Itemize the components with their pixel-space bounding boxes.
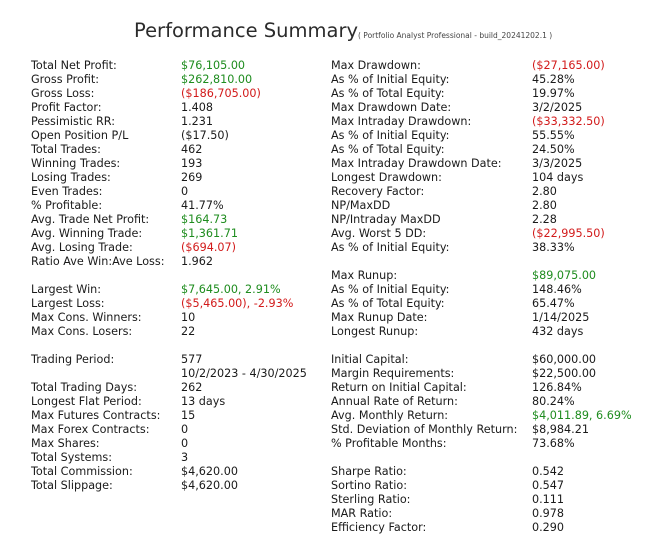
stat-label: As % of Total Equity: bbox=[331, 87, 445, 100]
stat-label: As % of Initial Equity: bbox=[331, 241, 450, 254]
stat-label: As % of Initial Equity: bbox=[331, 73, 450, 86]
stat-label: Recovery Factor: bbox=[331, 185, 425, 198]
stat-value: 462 bbox=[181, 143, 203, 156]
stat-label: Total Trades: bbox=[31, 143, 101, 156]
stat-value: 2.80 bbox=[532, 199, 557, 212]
stat-label: Sharpe Ratio: bbox=[331, 465, 407, 478]
stat-value: 24.50% bbox=[532, 143, 575, 156]
stat-label: As % of Initial Equity: bbox=[331, 129, 450, 142]
stat-label: Largest Loss: bbox=[31, 297, 105, 310]
stat-label: Max Runup: bbox=[331, 269, 398, 282]
stat-label: Sortino Ratio: bbox=[331, 479, 408, 492]
stat-label: Sterling Ratio: bbox=[331, 493, 411, 506]
stat-value: 148.46% bbox=[532, 283, 582, 296]
stat-label: Initial Capital: bbox=[331, 353, 409, 366]
stat-label: Std. Deviation of Monthly Return: bbox=[331, 423, 518, 436]
stat-label: As % of Total Equity: bbox=[331, 143, 445, 156]
stat-value: ($33,332.50) bbox=[532, 115, 605, 128]
stat-label: Avg. Monthly Return: bbox=[331, 409, 449, 422]
stat-value: 3/3/2025 bbox=[532, 157, 583, 170]
stat-value: ($186,705.00) bbox=[181, 87, 261, 100]
stat-value: 126.84% bbox=[532, 381, 582, 394]
stat-label: Avg. Trade Net Profit: bbox=[31, 213, 150, 226]
stat-value: 432 days bbox=[532, 325, 584, 338]
stat-value: 0.290 bbox=[532, 521, 565, 534]
stat-value: 19.97% bbox=[532, 87, 575, 100]
stat-value: 45.28% bbox=[532, 73, 575, 86]
stat-value: 38.33% bbox=[532, 241, 575, 254]
stat-label: % Profitable Months: bbox=[331, 437, 447, 450]
stat-value: 269 bbox=[181, 171, 203, 184]
stat-label: Max Intraday Drawdown: bbox=[331, 115, 472, 128]
stat-label: Max Shares: bbox=[31, 437, 100, 450]
stat-value: 0.547 bbox=[532, 479, 565, 492]
stat-label: Annual Rate of Return: bbox=[331, 395, 458, 408]
stat-label: NP/Intraday MaxDD bbox=[331, 213, 441, 226]
stat-label: Max Forex Contracts: bbox=[31, 423, 150, 436]
stat-label: Total Commission: bbox=[31, 465, 133, 478]
stat-value: ($5,465.00), -2.93% bbox=[181, 297, 294, 310]
stat-label: Avg. Losing Trade: bbox=[31, 241, 133, 254]
stat-value: 0 bbox=[181, 437, 189, 450]
stat-label: Max Futures Contracts: bbox=[31, 409, 161, 422]
stat-value: ($22,995.50) bbox=[532, 227, 605, 240]
stat-value: $7,645.00, 2.91% bbox=[181, 283, 281, 296]
stat-label: Longest Drawdown: bbox=[331, 171, 442, 184]
stat-value: 0.978 bbox=[532, 507, 565, 520]
page-subtitle: ( Portfolio Analyst Professional - build_20241202.1 ) bbox=[358, 31, 553, 40]
stat-value: 2.80 bbox=[532, 185, 557, 198]
stat-value: 0 bbox=[181, 185, 189, 198]
stat-label: Profit Factor: bbox=[31, 101, 102, 114]
stat-value: 1.231 bbox=[181, 115, 214, 128]
stat-value: 3/2/2025 bbox=[532, 101, 583, 114]
stat-value: ($27,165.00) bbox=[532, 59, 605, 72]
stat-value: ($694.07) bbox=[181, 241, 236, 254]
stat-value: 0.111 bbox=[532, 493, 565, 506]
stat-value: 10/2/2023 - 4/30/2025 bbox=[181, 367, 307, 380]
stat-value: 3 bbox=[181, 451, 189, 464]
stat-value: $262,810.00 bbox=[181, 73, 253, 86]
stat-label: Total Trading Days: bbox=[31, 381, 137, 394]
stat-label: As % of Initial Equity: bbox=[331, 283, 450, 296]
stat-label: Margin Requirements: bbox=[331, 367, 455, 380]
stat-label: Open Position P/L bbox=[31, 129, 129, 142]
stat-value: 13 days bbox=[181, 395, 226, 408]
stat-label: Avg. Winning Trade: bbox=[31, 227, 143, 240]
stat-label: NP/MaxDD bbox=[331, 199, 391, 212]
stat-value: ($17.50) bbox=[181, 129, 229, 142]
stat-value: 65.47% bbox=[532, 297, 575, 310]
stat-label: Pessimistic RR: bbox=[31, 115, 116, 128]
stat-label: Return on Initial Capital: bbox=[331, 381, 467, 394]
stat-label: Total Systems: bbox=[31, 451, 112, 464]
stat-value: $60,000.00 bbox=[532, 353, 597, 366]
stat-label: Max Drawdown Date: bbox=[331, 101, 452, 114]
stat-value: 1.408 bbox=[181, 101, 214, 114]
stat-value: 1/14/2025 bbox=[532, 311, 590, 324]
stat-value: 193 bbox=[181, 157, 203, 170]
stat-label: Ratio Ave Win:Ave Loss: bbox=[31, 255, 165, 268]
stat-label: Total Slippage: bbox=[31, 479, 113, 492]
stat-label: Losing Trades: bbox=[31, 171, 111, 184]
stat-label: Trading Period: bbox=[31, 353, 115, 366]
stat-label: Winning Trades: bbox=[31, 157, 121, 170]
stat-value: $76,105.00 bbox=[181, 59, 246, 72]
stat-label: Max Runup Date: bbox=[331, 311, 428, 324]
stat-value: $164.73 bbox=[181, 213, 228, 226]
stat-value: $4,620.00 bbox=[181, 479, 238, 492]
stat-label: Gross Profit: bbox=[31, 73, 100, 86]
stat-label: Efficiency Factor: bbox=[331, 521, 427, 534]
stat-label: As % of Total Equity: bbox=[331, 297, 445, 310]
stat-value: 10 bbox=[181, 311, 196, 324]
stat-label: Gross Loss: bbox=[31, 87, 95, 100]
stat-value: 22 bbox=[181, 325, 196, 338]
stat-value: $8,984.21 bbox=[532, 423, 589, 436]
stat-label: Largest Win: bbox=[31, 283, 102, 296]
stat-value: 104 days bbox=[532, 171, 584, 184]
stat-label: Max Cons. Winners: bbox=[31, 311, 142, 324]
stat-value: $4,620.00 bbox=[181, 465, 238, 478]
stat-value: 73.68% bbox=[532, 437, 575, 450]
stat-label: Max Cons. Losers: bbox=[31, 325, 133, 338]
stat-value: 15 bbox=[181, 409, 196, 422]
stat-label: Longest Runup: bbox=[331, 325, 419, 338]
stat-value: 577 bbox=[181, 353, 203, 366]
stat-label: % Profitable: bbox=[31, 199, 103, 212]
stat-label: Max Drawdown: bbox=[331, 59, 421, 72]
stat-label: Total Net Profit: bbox=[31, 59, 117, 72]
page-title: Performance Summary bbox=[134, 19, 359, 42]
stat-value: 262 bbox=[181, 381, 203, 394]
stat-label: Max Intraday Drawdown Date: bbox=[331, 157, 502, 170]
stat-value: 2.28 bbox=[532, 213, 557, 226]
stat-value: 1.962 bbox=[181, 255, 214, 268]
stat-value: $89,075.00 bbox=[532, 269, 597, 282]
stat-value: 55.55% bbox=[532, 129, 575, 142]
stat-value: $22,500.00 bbox=[532, 367, 597, 380]
stat-value: 0 bbox=[181, 423, 189, 436]
stat-label: Longest Flat Period: bbox=[31, 395, 142, 408]
stat-value: $4,011.89, 6.69% bbox=[532, 409, 632, 422]
stat-label: MAR Ratio: bbox=[331, 507, 393, 520]
stat-value: $1,361.71 bbox=[181, 227, 238, 240]
stat-value: 80.24% bbox=[532, 395, 575, 408]
stat-value: 41.77% bbox=[181, 199, 224, 212]
stat-value: 0.542 bbox=[532, 465, 565, 478]
stat-label: Avg. Worst 5 DD: bbox=[331, 227, 427, 240]
stat-label: Even Trades: bbox=[31, 185, 103, 198]
